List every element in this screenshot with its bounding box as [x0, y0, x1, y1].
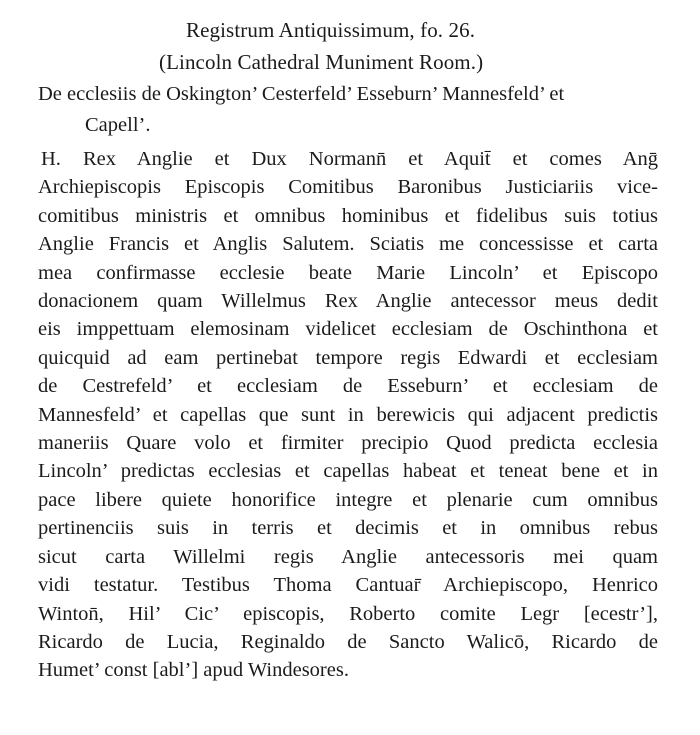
charter-line: pertinenciis suis in terris et decimis et in omnibus rebus — [38, 517, 658, 540]
charter-line: eis imppettuam elemosinam videlicet ecclesiam de Oschinthona et — [38, 318, 658, 341]
charter-line: sicut carta Willelmi regis Anglie antecessoris mei quam — [38, 545, 658, 568]
charter-line: Winton̄, Hil’ Cic’ episcopis, Roberto comite Legr [ecestr’], — [38, 602, 658, 625]
charter-text — [38, 145, 658, 685]
charter-line: Anglie Francis et Anglis Salutem. Sciatis me concessisse et carta — [38, 233, 658, 256]
charter-line: Mannesfeld’ et capellas que sunt in berewicis qui adjacent predictis — [38, 403, 658, 426]
charter-line: H. Rex Anglie et Dux Normann̄ et Aquit̄ et comes Anḡ — [41, 148, 658, 170]
charter-line: donacionem quam Willelmus Rex Anglie antecessor meus dedit — [38, 290, 658, 313]
charter-line: Lincoln’ predictas ecclesias et capellas habeat et teneat bene et in — [38, 460, 658, 483]
charter-line: Humet’ const [abl’] apud Windesores. — [38, 659, 349, 682]
charter-line: quicquid ad eam pertinebat tempore regis Edwardi et ecclesiam — [38, 346, 658, 369]
charter-description — [38, 79, 663, 141]
description-line: Capell’. — [85, 114, 151, 136]
source-title: Registrum Antiquissimum, fo. 26. — [186, 18, 476, 42]
description-line: De ecclesiis de Oskington’ Cesterfeld’ Esseburn’ Mannesfeld’ et — [38, 83, 565, 105]
charter-line: vidi testatur. Testibus Thoma Cantuar̄ Archiepiscopo, Henrico — [38, 574, 658, 597]
charter-line: pace libere quiete honorifice integre et plenarie cum omnibus — [38, 488, 658, 511]
charter-line: de Cestrefeld’ et ecclesiam de Esseburn’ et ecclesiam de — [38, 375, 658, 398]
charter-line: maneriis Quare volo et firmiter precipio Quod predicta ecclesia — [38, 432, 658, 455]
charter-line: mea confirmasse ecclesie beate Marie Lincoln’ et Episcopo — [38, 261, 658, 284]
charter-line: Ricardo de Lucia, Reginaldo de Sancto Walicō, Ricardo de — [38, 630, 658, 653]
source-location: (Lincoln Cathedral Muniment Room.) — [159, 50, 484, 74]
charter-line: Archiepiscopis Episcopis Comitibus Baronibus Justiciariis vice- — [38, 176, 658, 199]
charter-line: comitibus ministris et omnibus hominibus et fidelibus suis totius — [38, 204, 658, 227]
